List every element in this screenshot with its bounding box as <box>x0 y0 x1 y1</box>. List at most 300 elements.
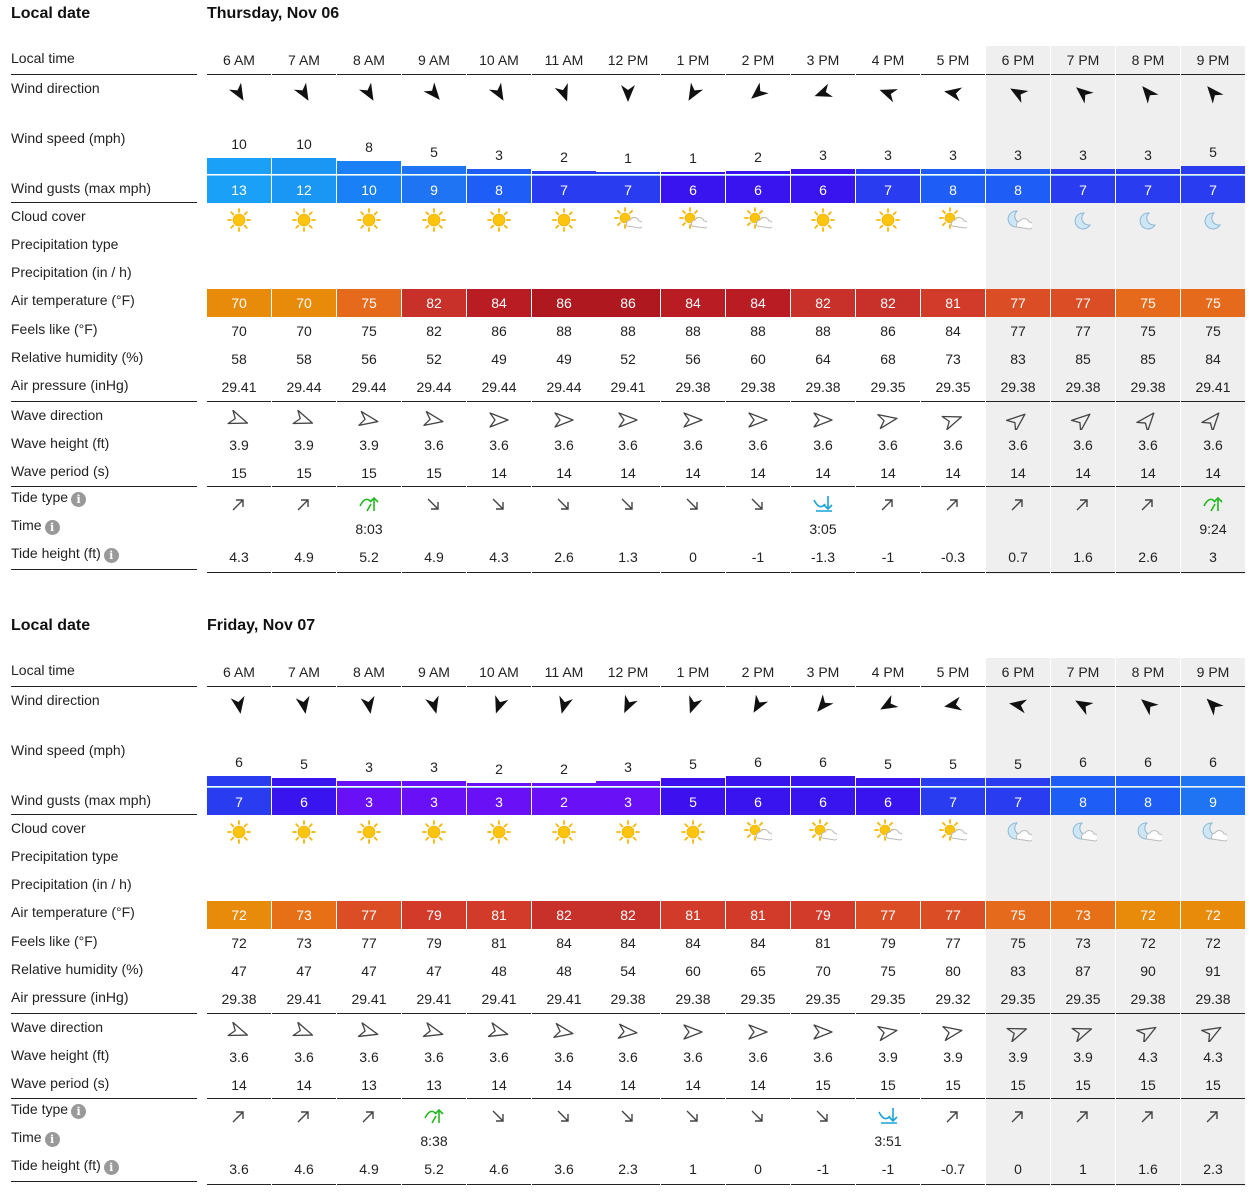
wind-arrow-icon <box>1072 82 1094 104</box>
wind-arrow-icon <box>812 694 834 716</box>
info-icon[interactable]: i <box>104 1160 119 1175</box>
wind-arrow-icon <box>942 694 964 716</box>
wind-speed-value: 3 <box>1014 147 1022 163</box>
hour-cell: 6 PM <box>1001 664 1035 680</box>
column-divider <box>726 401 790 402</box>
wave-height-cell: 3.9 <box>229 437 249 453</box>
column-divider <box>1051 1013 1115 1014</box>
precipitation-label: Precipitation (in / h) <box>11 876 132 892</box>
air-temp-cell: 77 <box>986 289 1050 317</box>
column-divider <box>791 686 855 687</box>
label-divider <box>11 686 197 687</box>
tide-high-icon <box>1202 494 1224 514</box>
cloud-cover-cell <box>1181 818 1245 846</box>
feels-like-cell: 81 <box>491 935 507 951</box>
pressure-cell: 29.44 <box>546 379 582 395</box>
humidity-cell: 87 <box>1075 963 1091 979</box>
cloud-cover-cell <box>791 206 855 234</box>
feels-like-cell: 72 <box>231 935 247 951</box>
feels-like-cell: 88 <box>685 323 701 339</box>
wave-arrow-icon <box>1071 410 1095 430</box>
column-divider <box>921 572 985 573</box>
feels-like-cell: 82 <box>426 323 442 339</box>
wind-speed-value: 6 <box>235 754 243 770</box>
column-divider <box>726 572 790 573</box>
air-temp-cell: 72 <box>1181 901 1245 929</box>
air-temp-cell: 75 <box>337 289 401 317</box>
wind-direction-cell <box>207 80 271 106</box>
pressure-cell: 29.41 <box>416 991 452 1007</box>
column-divider <box>402 572 466 573</box>
wind-speed-bar <box>532 171 596 174</box>
pressure-cell: 29.44 <box>351 379 387 395</box>
wave-height-cell: 3.6 <box>294 1049 314 1065</box>
column-divider <box>337 686 401 687</box>
column-divider <box>532 686 596 687</box>
feels-like-cell: 77 <box>361 935 377 951</box>
feels-like-cell: 88 <box>815 323 831 339</box>
wave-period-cell: 14 <box>945 465 961 481</box>
air-pressure-label: Air pressure (inHg) <box>11 377 129 393</box>
wave-height-cell: 3.9 <box>1008 1049 1028 1065</box>
wave-direction-cell <box>1116 409 1180 431</box>
info-icon[interactable]: i <box>71 492 86 507</box>
feels-like-cell: 75 <box>1140 323 1156 339</box>
wind-direction-cell <box>986 80 1050 106</box>
column-divider <box>921 74 985 75</box>
wind-speed-value: 6 <box>1079 754 1087 770</box>
humidity-cell: 64 <box>815 351 831 367</box>
tide-height-cell: -1 <box>816 1161 830 1177</box>
wave-direction-cell <box>921 1021 985 1043</box>
humidity-cell: 83 <box>1010 351 1026 367</box>
tide-type-cell <box>532 1105 596 1127</box>
tide-rising-icon <box>1072 1106 1094 1126</box>
tide-height-label <box>11 545 119 563</box>
info-icon[interactable]: i <box>71 1104 86 1119</box>
column-divider <box>726 1184 790 1185</box>
tide-height-cell: 1.3 <box>618 549 638 565</box>
column-divider <box>207 74 271 75</box>
tide-falling-icon <box>682 1106 704 1126</box>
column-divider <box>337 74 401 75</box>
wave-arrow-icon <box>1136 1022 1160 1042</box>
humidity-cell: 85 <box>1140 351 1156 367</box>
local-date-label: Local date <box>11 5 91 22</box>
wave-arrow-icon <box>552 1022 576 1042</box>
column-divider <box>791 486 855 487</box>
column-divider <box>467 1098 531 1099</box>
wave-height-cell: 3.6 <box>878 437 898 453</box>
feels-like-cell: 88 <box>620 323 636 339</box>
cloud-cover-cell <box>337 818 401 846</box>
sun-cloud-icon <box>874 819 902 845</box>
column-divider <box>337 1098 401 1099</box>
wind-gust-cell: 7 <box>921 787 985 815</box>
hour-cell: 2 PM <box>741 52 775 68</box>
wind-speed-bar <box>467 169 531 174</box>
air-temp-cell: 86 <box>532 289 596 317</box>
wind-direction-cell <box>921 692 985 718</box>
feels-like-label: Feels like (°F) <box>11 321 98 337</box>
info-icon[interactable]: i <box>104 548 119 563</box>
wave-height-cell: 3.6 <box>943 437 963 453</box>
column-divider <box>207 401 271 402</box>
air-temp-cell: 86 <box>596 289 660 317</box>
pressure-cell: 29.38 <box>740 379 776 395</box>
cloud-cover-cell <box>921 818 985 846</box>
wind-gust-cell: 3 <box>467 787 531 815</box>
sun-cloud-icon <box>744 819 772 845</box>
air-temp-cell: 75 <box>1181 289 1245 317</box>
cloud-cover-cell <box>1051 206 1115 234</box>
column-divider <box>921 1184 985 1185</box>
feels-like-cell: 79 <box>426 935 442 951</box>
column-divider <box>661 686 725 687</box>
air-temp-cell: 77 <box>1051 289 1115 317</box>
tide-type-cell <box>1116 1105 1180 1127</box>
tide-type-cell <box>1051 1105 1115 1127</box>
wind-speed-value: 3 <box>430 759 438 775</box>
wave-period-cell: 14 <box>556 465 572 481</box>
humidity-cell: 48 <box>556 963 572 979</box>
hour-cell: 12 PM <box>607 52 649 68</box>
air-temp-cell: 70 <box>207 289 271 317</box>
column-divider <box>661 74 725 75</box>
wave-period-cell: 14 <box>620 465 636 481</box>
wind-speed-value: 5 <box>1209 144 1217 160</box>
column-divider <box>856 1098 920 1099</box>
wave-height-label: Wave height (ft) <box>11 1047 110 1063</box>
sun-cloud-icon <box>939 819 967 845</box>
wind-direction-cell <box>661 80 725 106</box>
wind-gust-cell: 6 <box>661 175 725 203</box>
tide-type-cell <box>921 493 985 515</box>
info-icon[interactable]: i <box>45 1132 60 1147</box>
cloud-cover-cell <box>791 818 855 846</box>
wind-arrow-icon <box>293 82 315 104</box>
column-divider <box>467 401 531 402</box>
wind-direction-cell <box>1051 80 1115 106</box>
tide-falling-icon <box>747 494 769 514</box>
tide-height-cell: 2.3 <box>618 1161 638 1177</box>
column-divider <box>1051 486 1115 487</box>
sun-icon <box>679 819 707 845</box>
column-divider <box>856 1184 920 1185</box>
wave-height-cell: 3.6 <box>489 1049 509 1065</box>
hour-cell: 5 PM <box>936 664 970 680</box>
column-divider <box>532 401 596 402</box>
wind-arrow-icon <box>812 82 834 104</box>
humidity-cell: 58 <box>231 351 247 367</box>
wind-speed-value: 10 <box>231 136 247 152</box>
wind-gust-cell: 13 <box>207 175 271 203</box>
air-temp-cell: 81 <box>921 289 985 317</box>
pressure-cell: 29.38 <box>1130 379 1166 395</box>
wind-direction-cell <box>791 692 855 718</box>
pressure-cell: 29.38 <box>1000 379 1036 395</box>
wave-arrow-icon <box>941 410 965 430</box>
wind-gust-cell: 9 <box>402 175 466 203</box>
cloud-cover-cell <box>532 818 596 846</box>
column-divider <box>726 1013 790 1014</box>
wave-period-cell: 14 <box>1205 465 1221 481</box>
wave-direction-cell <box>207 1021 271 1043</box>
tide-time-cell: 3:51 <box>874 1133 902 1149</box>
wave-height-cell: 3.6 <box>683 437 703 453</box>
wind-speed-bar <box>726 776 790 786</box>
wind-gust-cell: 8 <box>1116 787 1180 815</box>
column-divider <box>1051 572 1115 573</box>
wind-speed-label: Wind speed (mph) <box>11 130 126 146</box>
pressure-cell: 29.35 <box>1000 991 1036 1007</box>
wave-period-label: Wave period (s) <box>11 1075 110 1091</box>
label-divider <box>11 1013 197 1014</box>
wave-direction-cell <box>337 409 401 431</box>
tide-type-cell <box>272 493 336 515</box>
column-divider <box>467 1184 531 1185</box>
feels-like-cell: 84 <box>685 935 701 951</box>
wind-speed-value: 3 <box>819 147 827 163</box>
tide-height-cell: -0.7 <box>940 1161 966 1177</box>
tide-type-label-text: Tide type <box>11 489 69 505</box>
wind-direction-cell <box>1116 692 1180 718</box>
column-divider <box>921 486 985 487</box>
humidity-cell: 56 <box>685 351 701 367</box>
column-divider <box>791 74 855 75</box>
local-date-label: Local date <box>11 617 91 634</box>
feels-like-cell: 84 <box>945 323 961 339</box>
tide-falling-icon <box>553 1106 575 1126</box>
feels-like-cell: 75 <box>361 323 377 339</box>
moon-cloud-icon <box>1134 819 1162 845</box>
column-divider <box>856 1013 920 1014</box>
hour-cell: 8 PM <box>1131 664 1165 680</box>
tide-rising-icon <box>1007 494 1029 514</box>
pressure-cell: 29.44 <box>416 379 452 395</box>
wind-direction-cell <box>596 692 660 718</box>
wave-arrow-icon <box>681 410 705 430</box>
cloud-cover-cell <box>1181 206 1245 234</box>
humidity-cell: 47 <box>426 963 442 979</box>
wind-gust-cell: 2 <box>532 787 596 815</box>
tide-type-cell <box>596 1105 660 1127</box>
wind-gust-cell: 3 <box>596 787 660 815</box>
air-temp-cell: 81 <box>467 901 531 929</box>
sun-icon <box>290 207 318 233</box>
wind-direction-cell <box>921 80 985 106</box>
column-divider <box>596 686 660 687</box>
wind-arrow-icon <box>553 694 575 716</box>
feels-like-cell: 70 <box>231 323 247 339</box>
wind-gust-cell: 6 <box>272 787 336 815</box>
wind-arrow-icon <box>617 82 639 104</box>
wind-speed-value: 2 <box>754 149 762 165</box>
column-divider <box>337 486 401 487</box>
wave-arrow-icon <box>876 1022 900 1042</box>
humidity-cell: 52 <box>426 351 442 367</box>
wind-direction-cell <box>856 80 920 106</box>
column-divider <box>337 572 401 573</box>
cloud-cover-cell <box>1051 818 1115 846</box>
column-divider <box>272 1184 336 1185</box>
wind-direction-cell <box>532 692 596 718</box>
air-temp-cell: 75 <box>1116 289 1180 317</box>
air-temp-cell: 73 <box>272 901 336 929</box>
wind-speed-bar <box>986 778 1050 786</box>
wave-period-cell: 15 <box>1140 1077 1156 1093</box>
wave-direction-cell <box>1116 1021 1180 1043</box>
column-divider <box>596 572 660 573</box>
column-divider <box>207 1184 271 1185</box>
column-divider <box>1051 401 1115 402</box>
tide-type-cell <box>791 493 855 515</box>
tide-type-cell <box>337 1105 401 1127</box>
pressure-cell: 29.44 <box>481 379 517 395</box>
wave-height-cell: 3.6 <box>1203 437 1223 453</box>
info-icon[interactable]: i <box>45 520 60 535</box>
wind-speed-value: 5 <box>1014 756 1022 772</box>
wave-period-cell: 15 <box>426 465 442 481</box>
wind-gust-cell: 3 <box>402 787 466 815</box>
wave-arrow-icon <box>292 1022 316 1042</box>
column-divider <box>1051 686 1115 687</box>
air-temp-cell: 77 <box>337 901 401 929</box>
humidity-cell: 65 <box>750 963 766 979</box>
tide-rising-icon <box>228 1106 250 1126</box>
wind-speed-bar <box>532 783 596 786</box>
wave-period-cell: 14 <box>491 465 507 481</box>
wind-speed-bar <box>402 166 466 174</box>
moon-cloud-icon <box>1004 819 1032 845</box>
wave-period-cell: 15 <box>880 1077 896 1093</box>
air-temp-cell: 79 <box>402 901 466 929</box>
column-divider <box>207 1098 271 1099</box>
wave-direction-cell <box>532 409 596 431</box>
wave-direction-cell <box>532 1021 596 1043</box>
wave-direction-cell <box>1181 409 1245 431</box>
tide-type-cell <box>1181 1105 1245 1127</box>
feels-like-cell: 84 <box>556 935 572 951</box>
wave-period-cell: 14 <box>880 465 896 481</box>
tide-time-cell: 8:38 <box>420 1133 448 1149</box>
humidity-cell: 48 <box>491 963 507 979</box>
date-title: Thursday, Nov 06 <box>207 5 340 22</box>
tide-type-cell <box>1181 493 1245 515</box>
tide-height-cell: 2.3 <box>1203 1161 1223 1177</box>
tide-rising-icon <box>1137 494 1159 514</box>
wind-speed-value: 3 <box>365 759 373 775</box>
wind-speed-bar <box>791 776 855 786</box>
hour-cell: 7 PM <box>1066 664 1100 680</box>
wave-direction-cell <box>986 1021 1050 1043</box>
sun-icon <box>874 207 902 233</box>
pressure-cell: 29.41 <box>221 379 257 395</box>
wave-arrow-icon <box>552 410 576 430</box>
wind-speed-bar <box>1181 776 1245 786</box>
tide-falling-icon <box>553 494 575 514</box>
column-divider <box>986 686 1050 687</box>
cloud-cover-cell <box>661 206 725 234</box>
cloud-cover-cell <box>467 818 531 846</box>
wind-speed-value: 3 <box>1144 147 1152 163</box>
wave-arrow-icon <box>422 410 446 430</box>
tide-falling-icon <box>682 494 704 514</box>
column-divider <box>402 1098 466 1099</box>
hour-cell: 11 AM <box>544 52 584 68</box>
wind-direction-cell <box>791 80 855 106</box>
column-divider <box>856 686 920 687</box>
hour-cell: 9 AM <box>418 52 450 68</box>
wind-gust-cell: 8 <box>1051 787 1115 815</box>
tide-type-cell <box>986 493 1050 515</box>
wave-height-cell: 3.6 <box>813 1049 833 1065</box>
wave-period-cell: 14 <box>685 1077 701 1093</box>
tide-height-cell: -1.3 <box>810 549 836 565</box>
hour-cell: 2 PM <box>741 664 775 680</box>
wave-period-cell: 14 <box>1010 465 1026 481</box>
feels-like-cell: 86 <box>491 323 507 339</box>
wave-arrow-icon <box>876 410 900 430</box>
tide-height-cell: 4.6 <box>294 1161 314 1177</box>
wind-speed-value: 2 <box>495 761 503 777</box>
date-title: Friday, Nov 07 <box>207 617 316 634</box>
tide-type-cell <box>661 1105 725 1127</box>
column-divider <box>921 401 985 402</box>
wind-direction-cell <box>402 692 466 718</box>
humidity-cell: 60 <box>685 963 701 979</box>
column-divider <box>402 1184 466 1185</box>
tide-rising-icon <box>358 1106 380 1126</box>
column-divider <box>791 1098 855 1099</box>
air-temp-cell: 84 <box>467 289 531 317</box>
wind-speed-bar <box>337 781 401 786</box>
wind-speed-bar <box>661 778 725 786</box>
wave-arrow-icon <box>227 1022 251 1042</box>
wind-speed-value: 3 <box>949 147 957 163</box>
wind-speed-bar <box>596 172 660 174</box>
tide-height-cell: 4.3 <box>229 549 249 565</box>
cloud-cover-label: Cloud cover <box>11 820 86 836</box>
pressure-cell: 29.41 <box>546 991 582 1007</box>
humidity-cell: 54 <box>620 963 636 979</box>
wave-arrow-icon <box>1201 1022 1225 1042</box>
tide-type-cell <box>1051 493 1115 515</box>
tide-type-cell <box>596 493 660 515</box>
wave-height-cell: 3.9 <box>943 1049 963 1065</box>
tide-height-cell: 3.6 <box>229 1161 249 1177</box>
label-divider <box>11 486 197 487</box>
tide-high-icon <box>358 494 380 514</box>
pressure-cell: 29.41 <box>286 991 322 1007</box>
hour-cell: 7 AM <box>288 664 320 680</box>
column-divider <box>986 1098 1050 1099</box>
column-divider <box>272 686 336 687</box>
wind-speed-value: 1 <box>624 150 632 166</box>
tide-high-icon <box>423 1106 445 1126</box>
air-temp-cell: 81 <box>726 901 790 929</box>
column-divider <box>791 1013 855 1014</box>
pressure-cell: 29.41 <box>1195 379 1231 395</box>
hour-cell: 3 PM <box>806 52 840 68</box>
wave-direction-cell <box>661 1021 725 1043</box>
feels-like-cell: 88 <box>750 323 766 339</box>
column-divider <box>1116 74 1180 75</box>
wave-height-cell: 4.3 <box>1203 1049 1223 1065</box>
wind-speed-value: 8 <box>365 139 373 155</box>
wave-arrow-icon <box>811 1022 835 1042</box>
tide-height-cell: 0.7 <box>1008 549 1028 565</box>
